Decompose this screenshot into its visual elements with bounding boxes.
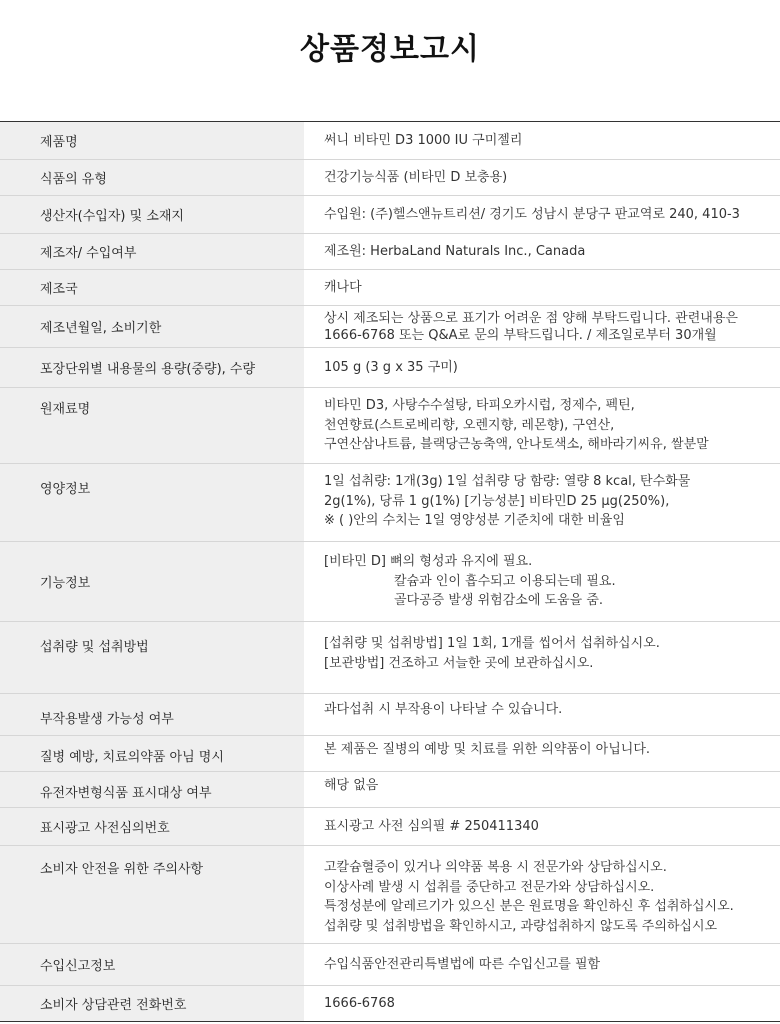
row-value	[304, 736, 780, 771]
table-row	[0, 772, 780, 808]
row-value	[304, 772, 780, 807]
row-value	[304, 122, 780, 159]
row-label: 섭취량 및 섭취방법	[0, 622, 304, 693]
table-row	[0, 808, 780, 846]
table-row	[0, 622, 780, 694]
value-line: [보관방법] 건조하고 서늘한 곳에 보관하십시오.	[324, 655, 594, 671]
row-label: 부작용발생 가능성 여부	[0, 694, 304, 735]
table-row	[0, 986, 780, 1022]
value-line: 건강기능식품 (비타민 D 보충용)	[324, 169, 508, 185]
row-label: 포장단위별 내용물의 용량(중량), 수량	[0, 348, 304, 387]
table-row	[0, 348, 780, 388]
row-label: 생산자(수입자) 및 소재지	[0, 196, 304, 233]
table-row	[0, 542, 780, 622]
value-line: 섭취량 및 섭취방법을 확인하시고, 과량섭취하지 않도록 주의하십시오	[324, 918, 718, 934]
value-line: [섭취량 및 섭취방법] 1일 1회, 1개를 씹어서 섭취하십시오.	[324, 636, 660, 651]
page-title: 상품정보고시	[300, 32, 480, 67]
value-line: 1일 섭취량: 1개(3g) 1일 섭취량 당 함량: 열량 8 kcal, 탄수화물	[324, 474, 691, 489]
table-row	[0, 464, 780, 542]
row-label: 영양정보	[0, 464, 304, 541]
row-label: 유전자변형식품 표시대상 여부	[0, 772, 304, 807]
value-line: 1666-6768 또는 Q&A로 문의 부탁드립니다. / 제조일로부터 30개월	[324, 327, 717, 343]
value-line: 천연향료(스트로베리향, 오렌지향, 레몬향), 구연산,	[324, 417, 615, 433]
value-line: 특정성분에 알레르기가 있으신 분은 원료명을 확인하신 후 섭취하십시오.	[324, 899, 734, 914]
value-line: 표시광고 사전 심의필 # 250411340	[324, 818, 539, 834]
table-row	[0, 122, 780, 160]
value-line: 해당 없음	[324, 778, 379, 793]
value-line: 105 g (3 g x 35 구미)	[324, 359, 458, 375]
row-value	[304, 306, 780, 347]
value-line: 캐나다	[324, 279, 362, 295]
table-row	[0, 234, 780, 270]
table-row	[0, 694, 780, 736]
value-line: 써니 비타민 D3 1000 IU 구미젤리	[324, 132, 523, 148]
row-value	[304, 270, 780, 305]
row-value	[304, 808, 780, 845]
product-info-table	[0, 121, 780, 1022]
value-line: 2g(1%), 당류 1 g(1%) [기능성분] 비타민D 25 μg(250%),	[324, 493, 670, 509]
row-label: 제조자/ 수입여부	[0, 234, 304, 269]
value-line: 본 제품은 질병의 예방 및 치료를 위한 의약품이 아닙니다.	[324, 742, 651, 757]
value-line: 수입원: (주)헬스앤뉴트리션/ 경기도 성남시 분당구 판교역로 240, 410-3	[324, 206, 740, 222]
table-row	[0, 388, 780, 464]
row-label: 질병 예방, 치료의약품 아님 명시	[0, 736, 304, 771]
table-row	[0, 196, 780, 234]
row-label: 표시광고 사전심의번호	[0, 808, 304, 845]
row-label: 소비자 상담관련 전화번호	[0, 986, 304, 1021]
value-line: 상시 제조되는 상품으로 표기가 어려운 점 양해 부탁드립니다. 관련내용은	[324, 310, 738, 326]
row-label: 소비자 안전을 위한 주의사항	[0, 846, 304, 943]
value-line: 과다섭취 시 부작용이 나타날 수 있습니다.	[324, 702, 563, 717]
row-value	[304, 234, 780, 269]
row-value	[304, 196, 780, 233]
row-label: 수입신고정보	[0, 944, 304, 985]
row-label: 제조년월일, 소비기한	[0, 306, 304, 347]
row-value	[304, 464, 780, 541]
row-value	[304, 986, 780, 1021]
table-row	[0, 846, 780, 944]
value-line: ※ ( )안의 수치는 1일 영양성분 기준치에 대한 비율임	[324, 513, 625, 528]
value-line: 제조원: HerbaLand Naturals Inc., Canada	[324, 243, 586, 259]
table-row	[0, 736, 780, 772]
row-value	[304, 348, 780, 387]
value-line: 고칼슘혈증이 있거나 의약품 복용 시 전문가와 상담하십시오.	[324, 860, 667, 875]
row-value	[304, 160, 780, 195]
row-value	[304, 388, 780, 463]
value-line: 수입식품안전관리특별법에 따른 수입신고를 필함	[324, 956, 601, 972]
value-line: 이상사례 발생 시 섭취를 중단하고 전문가와 상담하십시오.	[324, 879, 655, 895]
row-value	[304, 542, 780, 621]
value-line: 비타민 D3, 사탕수수설탕, 타피오카시럽, 정제수, 펙틴,	[324, 398, 635, 413]
table-row	[0, 944, 780, 986]
row-label: 제조국	[0, 270, 304, 305]
value-line: [비타민 D] 뼈의 형성과 유지에 필요.	[324, 554, 533, 570]
row-value	[304, 944, 780, 985]
table-row	[0, 306, 780, 348]
table-row	[0, 270, 780, 306]
row-value	[304, 846, 780, 943]
row-value	[304, 622, 780, 693]
row-label: 원재료명	[0, 388, 304, 463]
value-line: 1666-6768	[324, 995, 395, 1011]
value-line: 골다공증 발생 위험감소에 도움을 줌.	[394, 593, 604, 609]
row-label: 제품명	[0, 122, 304, 159]
row-value	[304, 694, 780, 735]
table-row	[0, 160, 780, 196]
row-label: 식품의 유형	[0, 160, 304, 195]
value-line: 칼슘과 인이 흡수되고 이용되는데 필요.	[394, 573, 616, 589]
value-line: 구연산삼나트륨, 블랙당근농축액, 안나토색소, 해바라기씨유, 쌀분말	[324, 437, 709, 452]
row-label: 기능정보	[0, 542, 304, 621]
